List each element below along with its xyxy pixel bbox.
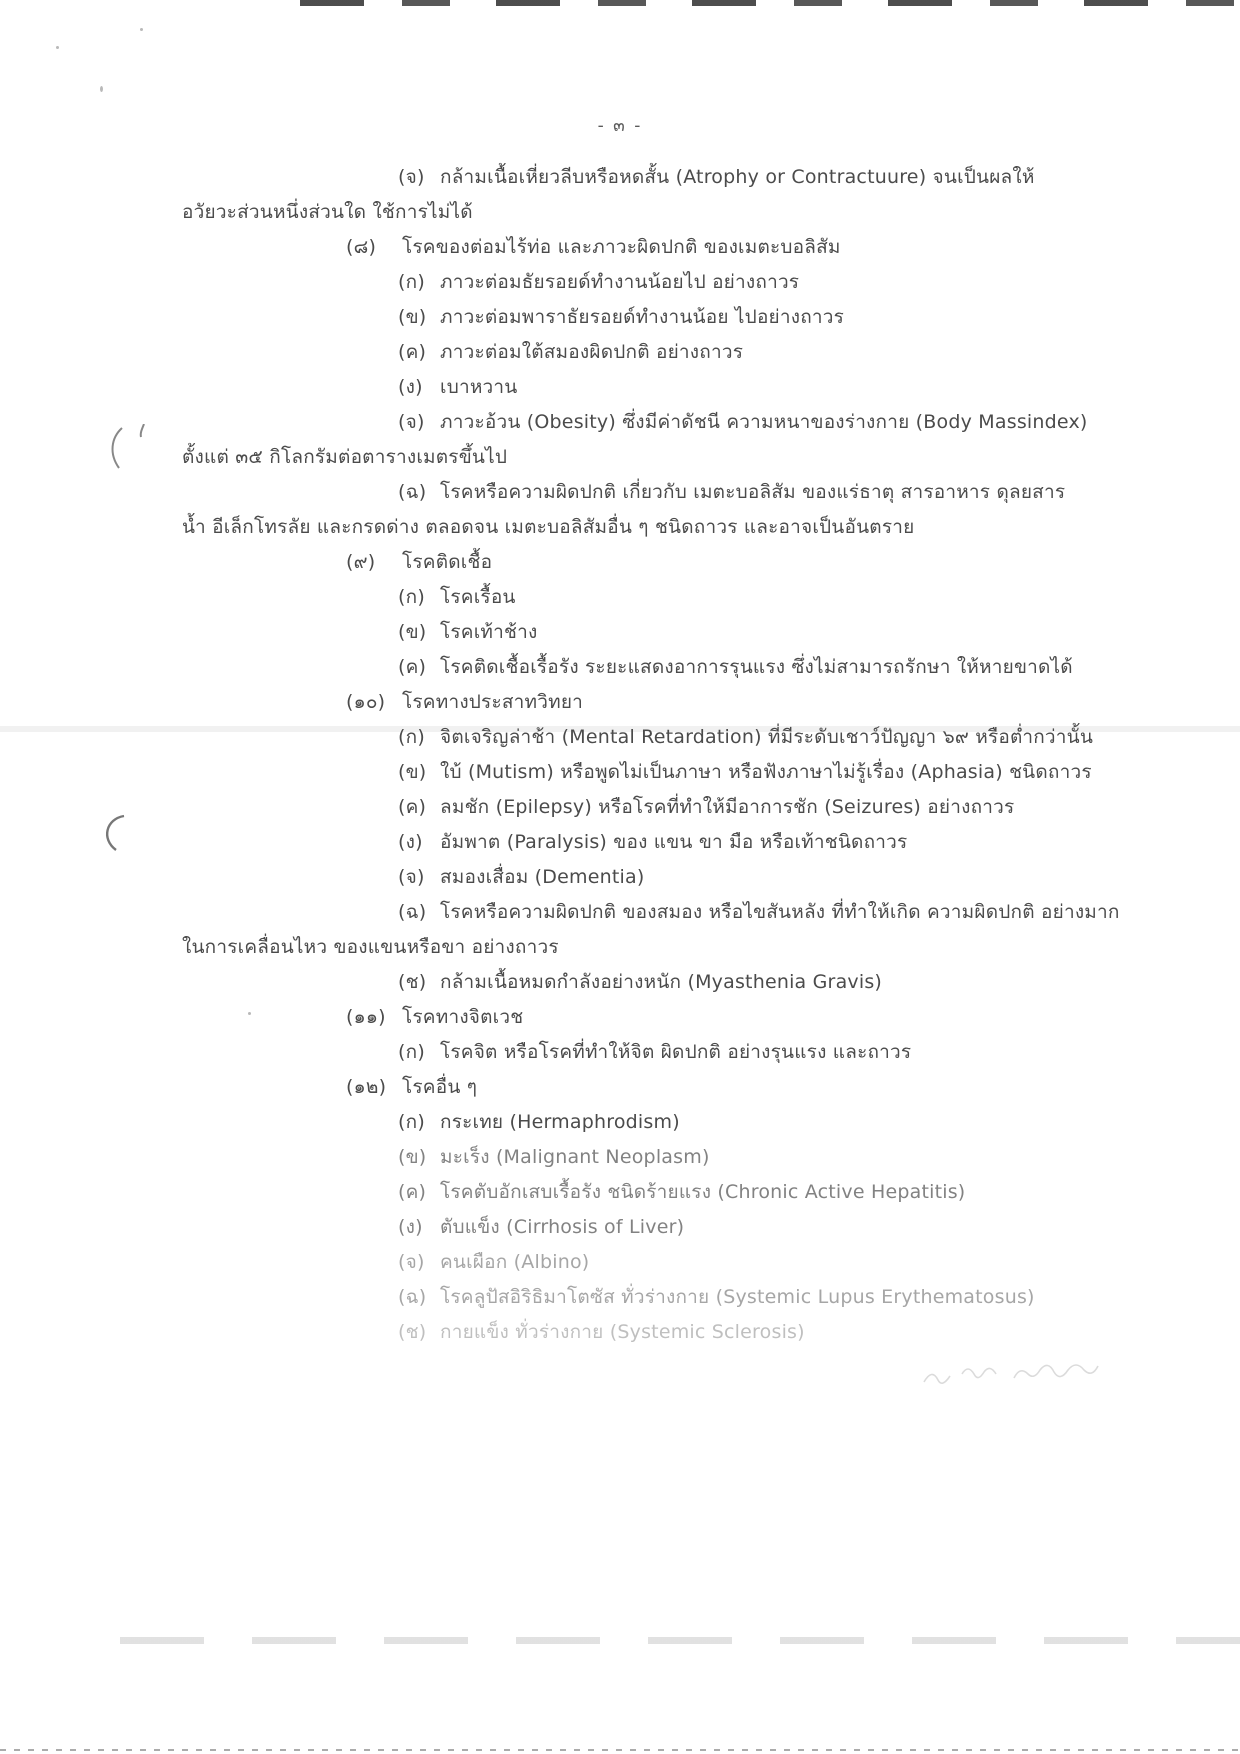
line-marker: (๘) [346,236,377,258]
document-line [0,166,1240,188]
line-text: โรคจิต หรือโรคที่ทำให้จิต ผิดปกติ อย่างรุนแรง และถาวร [440,1041,912,1063]
page-number: - ๓ - [597,116,643,136]
line-marker: (ช) [398,971,427,993]
line-text: เบาหวาน [440,376,518,398]
line-text: ภาวะต่อมธัยรอยด์ทำงานน้อยไป อย่างถาวร [440,271,800,293]
line-text: ภาวะอ้วน (Obesity) ซึ่งมีค่าดัชนี ความหนาของร่างกาย (Body Massindex) [440,411,1088,433]
line-text: โรคเรื้อน [440,586,516,608]
line-marker: (ฉ) [398,1286,427,1308]
line-text: กล้ามเนื้อเหี่ยวลีบหรือหดสั้น (Atrophy or Contractuure) จนเป็นผลให้ [440,166,1035,188]
line-text: ใบ้ (Mutism) หรือพูดไม่เป็นภาษา หรือฟังภาษาไม่รู้เรื่อง (Aphasia) ชนิดถาวร [440,761,1092,783]
line-marker: (ข) [398,761,427,783]
line-marker: (ก) [398,271,425,293]
document-line [0,1181,1240,1203]
document-line [0,481,1240,503]
document-line [0,411,1240,433]
document-line [0,1321,1240,1343]
line-marker: (ค) [398,796,427,818]
line-marker: (ฉ) [398,481,427,503]
line-marker: (ค) [398,656,427,678]
document-line [0,236,1240,258]
document-line [0,271,1240,293]
document-line [0,376,1240,398]
line-marker: (ก) [398,586,425,608]
line-text: ตับแข็ง (Cirrhosis of Liver) [440,1216,685,1238]
document-line [0,1041,1240,1063]
document-line [0,201,1240,223]
scan-speck [56,46,59,49]
document-line [0,551,1240,573]
document-line [0,1111,1240,1133]
line-marker: (จ) [398,411,425,433]
line-text: โรคหรือความผิดปกติ เกี่ยวกับ เมตะบอลิสัม ของแร่ธาตุ สารอาหาร ดุลยสาร [440,481,1066,503]
scan-speck [100,86,103,92]
document-line [0,761,1240,783]
line-marker: (ก) [398,1111,425,1133]
document-line [0,306,1240,328]
line-marker: (๑๑) [346,1006,386,1028]
line-text: น้ำ อีเล็กโทรลัย และกรดด่าง ตลอดจน เมตะบอลิสัมอื่น ๆ ชนิดถาวร และอาจเป็นอันตราย [182,516,915,538]
document-line [0,691,1240,713]
document-line [0,866,1240,888]
document-content [0,166,1240,1356]
line-text: กล้ามเนื้อหมดกำลังอย่างหนัก (Myasthenia Gravis) [440,971,883,993]
document-line [0,1146,1240,1168]
document-line [0,516,1240,538]
faint-handwriting-mark [918,1352,1128,1400]
scan-top-edge-band [300,0,1240,6]
line-marker: (จ) [398,166,425,188]
document-line [0,1076,1240,1098]
line-marker: (ง) [398,376,423,398]
document-line [0,1286,1240,1308]
line-marker: (จ) [398,866,425,888]
line-marker: (๙) [346,551,376,573]
line-text: จิตเจริญล่าช้า (Mental Retardation) ที่มีระดับเชาว์ปัญญา ๖๙ หรือต่ำกว่านั้น [440,726,1094,748]
line-text: โรคลูปัสอิริธิมาโตซัส ทั่วร่างกาย (Systemic Lupus Erythematosus) [440,1286,1035,1308]
scan-bottom-dotted-line [0,1749,1240,1751]
document-line [0,621,1240,643]
line-text: อัมพาต (Paralysis) ของ แขน ขา มือ หรือเท้าชนิดถาวร [440,831,908,853]
line-text: คนเผือก (Albino) [440,1251,590,1273]
document-line [0,586,1240,608]
document-line [0,726,1240,748]
line-text: ภาวะต่อมใต้สมองผิดปกติ อย่างถาวร [440,341,744,363]
document-line [0,831,1240,853]
document-line [0,1006,1240,1028]
line-marker: (ง) [398,831,423,853]
line-text: ลมชัก (Epilepsy) หรือโรคที่ทำให้มีอาการชัก (Seizures) อย่างถาวร [440,796,1015,818]
document-line [0,1216,1240,1238]
document-line [0,796,1240,818]
scan-bottom-gray-band [120,1637,1240,1644]
line-text: โรคตับอักเสบเรื้อรัง ชนิดร้ายแรง (Chronic Active Hepatitis) [440,1181,966,1203]
line-marker: (ก) [398,726,425,748]
document-line [0,656,1240,678]
line-marker: (จ) [398,1251,425,1273]
line-marker: (ข) [398,1146,427,1168]
line-text: ในการเคลื่อนไหว ของแขนหรือขา อย่างถาวร [182,936,559,958]
line-marker: (ช) [398,1321,427,1343]
line-marker: (ก) [398,1041,425,1063]
line-marker: (ง) [398,1216,423,1238]
line-text: โรคหรือความผิดปกติ ของสมอง หรือไขสันหลัง ที่ทำให้เกิด ความผิดปกติ อย่างมาก [440,901,1120,923]
line-text: กายแข็ง ทั่วร่างกาย (Systemic Sclerosis) [440,1321,805,1343]
line-text: โรคทางประสาทวิทยา [402,691,584,713]
line-marker: (ค) [398,1181,427,1203]
line-text: ตั้งแต่ ๓๕ กิโลกรัมต่อตารางเมตรขึ้นไป [182,446,508,468]
line-text: โรคอื่น ๆ [402,1076,478,1098]
line-text: อวัยวะส่วนหนึ่งส่วนใด ใช้การไม่ได้ [182,201,473,223]
line-text: โรคติดเชื้อ [402,551,493,573]
line-marker: (ข) [398,306,427,328]
line-text: โรคของต่อมไร้ท่อ และภาวะผิดปกติ ของเมตะบอลิสัม [402,236,841,258]
line-text: กระเทย (Hermaphrodism) [440,1111,680,1133]
document-line [0,901,1240,923]
document-line [0,971,1240,993]
document-line [0,936,1240,958]
document-line [0,446,1240,468]
line-text: มะเร็ง (Malignant Neoplasm) [440,1146,710,1168]
document-line [0,1251,1240,1273]
line-text: โรคเท้าช้าง [440,621,538,643]
line-marker: (ข) [398,621,427,643]
line-marker: (ค) [398,341,427,363]
line-text: โรคทางจิตเวช [402,1006,524,1028]
line-marker: (๑๐) [346,691,386,713]
scan-speck [140,28,143,31]
line-text: โรคติดเชื้อเรื้อรัง ระยะแสดงอาการรุนแรง ซึ่งไม่สามารถรักษา ให้หายขาดได้ [440,656,1073,678]
line-text: สมองเสื่อม (Dementia) [440,866,645,888]
line-marker: (๑๒) [346,1076,387,1098]
line-marker: (ฉ) [398,901,427,923]
line-text: ภาวะต่อมพาราธัยรอยด์ทำงานน้อย ไปอย่างถาวร [440,306,845,328]
document-line [0,341,1240,363]
